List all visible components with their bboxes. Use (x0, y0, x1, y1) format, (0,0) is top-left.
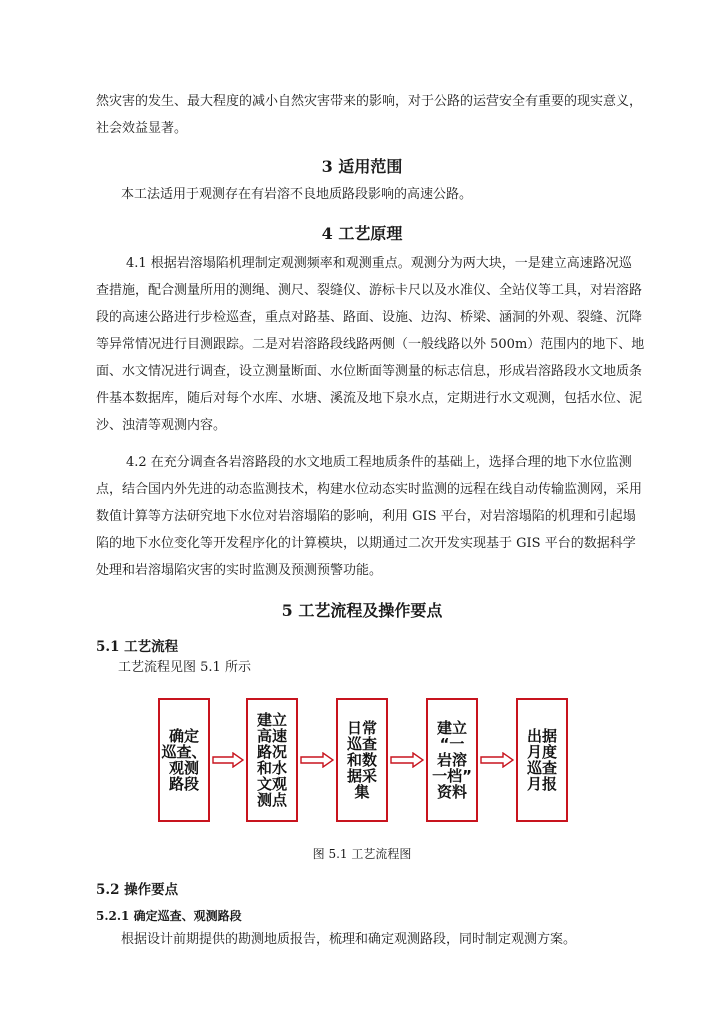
para2-line: 点，结合国内外先进的动态监测技术，构建水位动态实时监测的远程在线自动传输监测网，采用 (96, 482, 643, 497)
para1-line: 沙、浊清等观测内容。 (96, 418, 227, 433)
arrow-right-icon (480, 752, 514, 768)
flow-box-label: 建立 高速 路况 和水 文观 测点 (256, 711, 287, 809)
flow-box-label: 建立 “一 岩溶 一档” 资料 (432, 719, 472, 801)
para1-line: 段的高速公路进行步检巡查，重点对路基、路面、设施、边沟、桥梁、涵洞的外观、裂缝、沉降 (96, 310, 643, 325)
arrow-right-icon (390, 752, 424, 768)
section-3-heading: 3 适用范围 (321, 157, 403, 176)
para1-line: 4.1 根据岩溶塌陷机理制定观测频率和观测重点。观测分为两大块，一是建立高速路况巡 (126, 256, 632, 271)
section-5-heading: 5 工艺流程及操作要点 (281, 601, 443, 620)
intro-line-1: 然灾害的发生、最大程度的减小自然灾害带来的影响，对于公路的运营安全有重要的现实意义， (96, 94, 643, 109)
flow-box-label: 出据 月度 巡查 月报 (526, 727, 557, 793)
intro-line-2: 社会效益显著。 (96, 121, 188, 136)
subsection-5-2-1-heading: 5.2.1 确定巡查、观测路段 (96, 909, 242, 923)
para2-line: 4.2 在充分调查各岩溶路段的水文地质工程地质条件的基础上，选择合理的地下水位监测 (126, 455, 632, 470)
flow-box-label: 日常 巡查 和数 据采 集 (346, 719, 377, 801)
arrow-right-icon (212, 752, 244, 768)
section-4-heading: 4 工艺原理 (321, 224, 403, 243)
para1-line: 等异常情况进行目测跟踪。二是对岩溶路段线路两侧（一般线路以外 500m）范围内的地下、地 (96, 337, 645, 352)
section-3-text: 本工法适用于观测存在有岩溶不良地质路段影响的高速公路。 (121, 187, 473, 202)
subsection-5-1-heading: 5.1 工艺流程 (96, 639, 179, 655)
flow-box-label: 确定 巡查、 观测 路段 (161, 727, 207, 793)
flow-box-daily-inspection (336, 698, 388, 822)
para1-line: 面、水文情况进行调查，设立测量断面、水位断面等测量的标志信息，形成岩溶路段水文地质条 (96, 364, 643, 379)
subsection-5-1-text: 工艺流程见图 5.1 所示 (118, 660, 251, 675)
para2-line: 陷的地下水位变化等开发程序化的计算模块，以期通过二次开发实现基于 GIS 平台的数据科学 (96, 536, 636, 551)
para1-line: 查措施，配合测量所用的测绳、测尺、裂缝仪、游标卡尺以及水准仪、全站仪等工具，对岩溶路 (96, 283, 643, 298)
subsection-5-2-1-text: 根据设计前期提供的勘测地质报告，梳理和确定观测路段，同时制定观测方案。 (121, 932, 577, 947)
flow-box-monthly-report (516, 698, 568, 822)
para2-line: 数值计算等方法研究地下水位对岩溶塌陷的影响，利用 GIS 平台，对岩溶塌陷的机理和引起塌 (96, 509, 636, 524)
flow-box-setup-observation-points (246, 698, 298, 822)
figure-caption: 图 5.1 工艺流程图 (312, 847, 412, 861)
para2-line: 处理和岩溶塌陷灾害的实时监测及预测预警功能。 (96, 563, 383, 578)
arrow-right-icon (300, 752, 334, 768)
para1-line: 件基本数据库，随后对每个水库、水塘、溪流及地下泉水点，定期进行水文观测，包括水位、泥 (96, 391, 643, 406)
flow-box-karst-records (426, 698, 478, 822)
flow-box-confirm-route (158, 698, 210, 822)
subsection-5-2-heading: 5.2 操作要点 (96, 882, 179, 898)
